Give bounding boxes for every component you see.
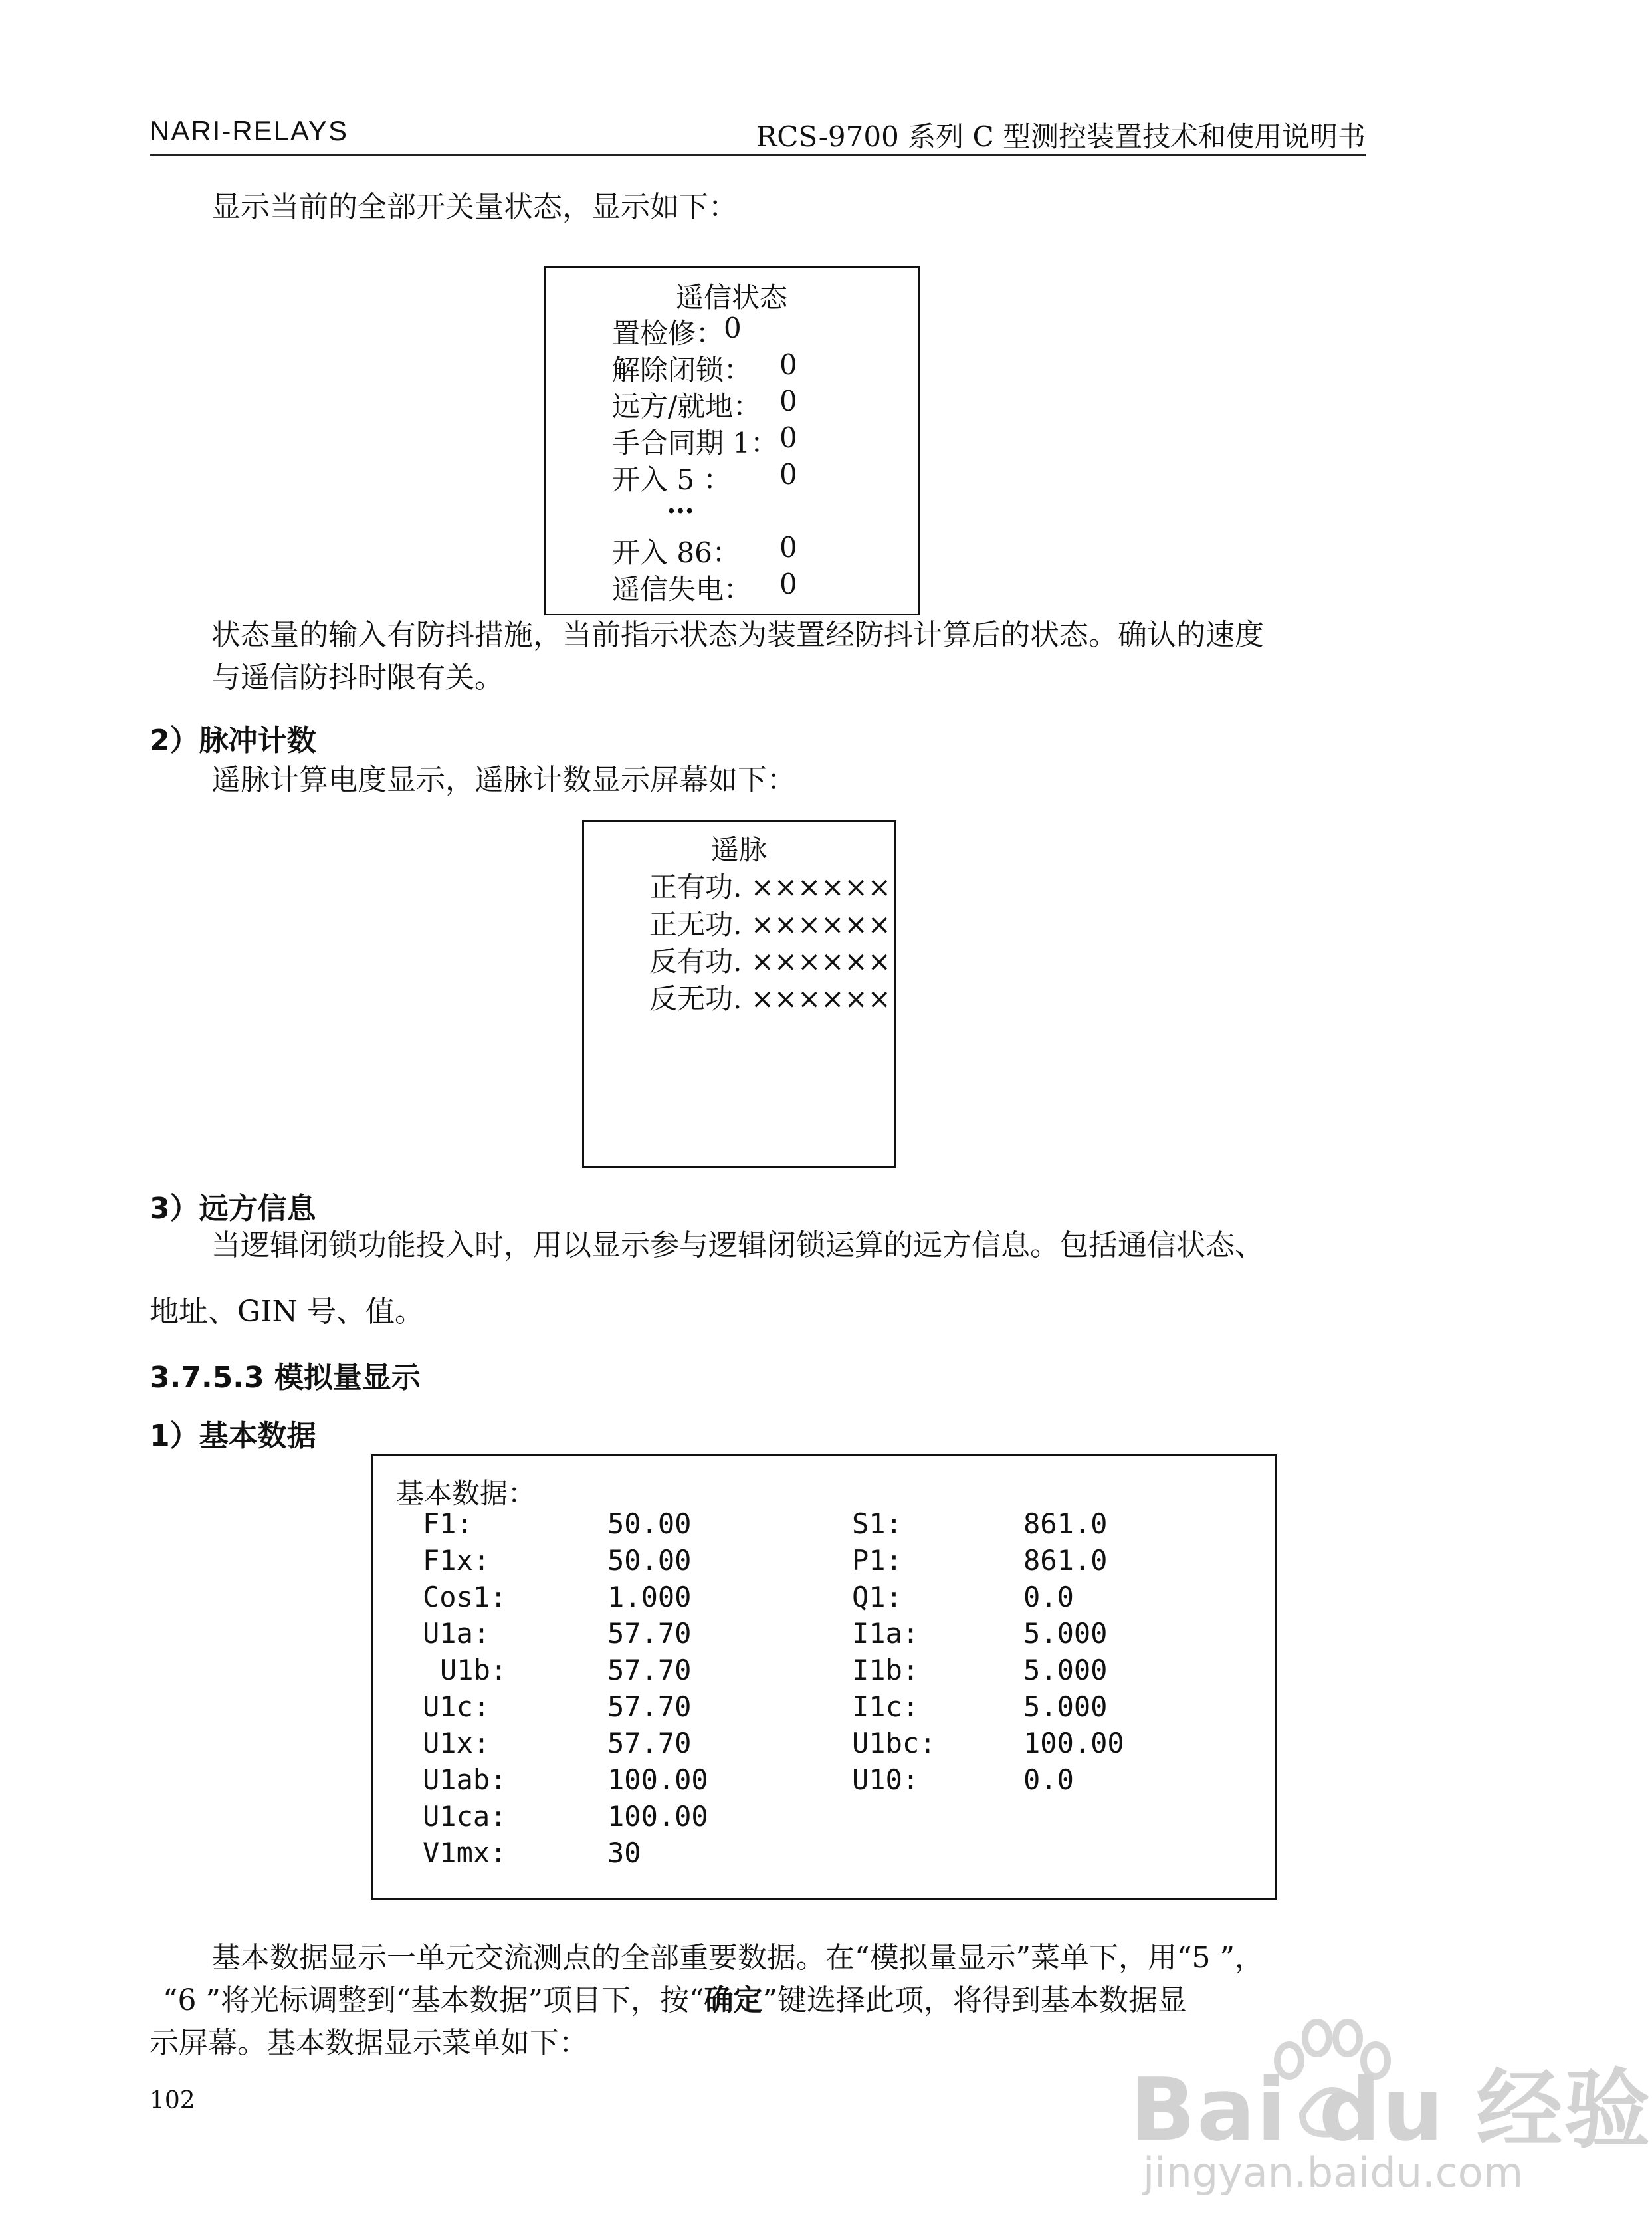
basic-left-value: 100.00 [607,1763,708,1796]
yx-row-value: 0 [779,568,797,600]
basic-left-label: U1b: [440,1654,508,1686]
yx-row-label: 远方/就地： [612,390,762,423]
yx-row-value: 0 [779,348,797,381]
yx-row-label: 开入 86： [612,536,740,569]
watermark-url: jingyan.baidu.com [1143,2148,1524,2197]
basic-right-value: 861.0 [1023,1544,1108,1577]
yx-row-value: 0 [779,421,797,454]
basic-left-label: V1mx: [423,1837,507,1869]
final-para-line1: 基本数据显示一单元交流测点的全部重要数据。在“模拟量显示”菜单下，用“5 ”， [211,1941,1264,1975]
basic-right-label: Q1: [852,1581,902,1613]
section-heading-remote: 3）远方信息 [150,1192,316,1226]
basic-left-label: U1a: [423,1617,490,1650]
yx-screen-title: 遥信状态 [675,281,787,314]
basic-left-label: U1x: [423,1727,490,1759]
basic-left-label: Cos1: [423,1581,507,1613]
basic-left-label: U1ca: [423,1800,507,1833]
section-heading-pulse: 2）脉冲计数 [150,724,316,758]
final-para-line2-b: ”键选择此项，将得到基本数据显 [762,1983,1187,2017]
section-heading-analog: 3.7.5.3 模拟量显示 [150,1361,421,1395]
pulse-intro-text: 遥脉计算电度显示，遥脉计数显示屏幕如下： [211,763,796,797]
basic-left-value: 50.00 [607,1544,692,1577]
page-number: 102 [150,2087,195,2114]
yx-status-screen [544,266,920,615]
section-heading-basic-data: 1）基本数据 [150,1419,316,1453]
basic-left-label: F1x: [423,1544,490,1577]
basic-right-label: U10: [852,1763,920,1796]
intro-text: 显示当前的全部开关量状态，显示如下： [211,190,738,224]
basic-left-value: 50.00 [607,1508,692,1540]
ym-pulse-screen [582,820,896,1168]
basic-right-label: I1c: [852,1690,920,1723]
ym-row: 正有功. ×××××× [649,871,891,903]
yx-row-label: 手合同期 1： [612,427,779,459]
final-para-line2 [163,1978,1187,2023]
basic-left-value: 57.70 [607,1690,692,1723]
header-right: RCS-9700 系列 C 型测控装置技术和使用说明书 [756,120,1366,153]
yx-row-label: 解除闭锁： [612,354,752,386]
basic-right-label: I1b: [852,1654,920,1686]
basic-left-value: 30 [607,1837,641,1869]
basic-right-value: 0.0 [1023,1763,1074,1796]
yx-row-label: 开入 5 ： [612,463,732,496]
basic-left-value: 57.70 [607,1727,692,1759]
basic-right-label: I1a: [852,1617,920,1650]
basic-right-label: U1bc: [852,1727,936,1759]
ym-row: 正无功. ×××××× [649,908,891,941]
yx-row-label: 置检修： [612,317,724,350]
watermark-brand: Bai du 经验 [1130,2059,1652,2160]
basic-left-value: 57.70 [607,1617,692,1650]
para1-line1: 状态量的输入有防抖措施，当前指示状态为装置经防抖计算后的状态。确认的速度 [211,618,1264,652]
basic-left-label: U1c: [423,1690,490,1723]
basic-left-label: U1ab: [423,1763,507,1796]
basic-right-value: 5.000 [1023,1617,1108,1650]
basic-left-value: 100.00 [607,1800,708,1833]
basic-screen-title: 基本数据： [396,1477,536,1509]
basic-right-value: 861.0 [1023,1508,1108,1540]
basic-left-value: 57.70 [607,1654,692,1686]
basic-right-value: 100.00 [1023,1727,1124,1759]
yx-row-value: 0 [779,385,797,417]
yx-row-value: 0 [724,312,742,344]
yx-row-value: 0 [779,531,797,564]
remote-text-line2: 地址、GIN 号、值。 [150,1295,425,1329]
basic-data-screen [371,1454,1277,1900]
yx-ellipsis: … [667,487,694,520]
ym-row: 反无功. ×××××× [649,982,891,1015]
yx-row-value: 0 [779,458,797,491]
basic-right-label: S1: [852,1508,902,1540]
basic-right-value: 5.000 [1023,1654,1108,1686]
basic-right-value: 5.000 [1023,1690,1108,1723]
yx-row-label: 遥信失电： [612,573,752,606]
header-left: NARI-RELAYS [150,115,348,146]
header-rule [150,154,1366,156]
final-para-line3: 示屏幕。基本数据显示菜单如下： [150,2026,588,2060]
ym-row: 反有功. ×××××× [649,945,891,978]
final-para-line2-a: “6 ”将光标调整到“基本数据”项目下，按“ [163,1983,704,2017]
para1-line2: 与遥信防抖时限有关。 [211,661,504,695]
ym-screen-title: 遥脉 [710,834,767,866]
basic-left-label: F1: [423,1508,473,1540]
final-para-confirm-key: 确定 [704,1983,763,2017]
basic-right-value: 0.0 [1023,1581,1074,1613]
basic-right-label: P1: [852,1544,902,1577]
remote-text-line1: 当逻辑闭锁功能投入时，用以显示参与逻辑闭锁运算的远方信息。包括通信状态、 [211,1228,1264,1262]
basic-left-value: 1.000 [607,1581,692,1613]
